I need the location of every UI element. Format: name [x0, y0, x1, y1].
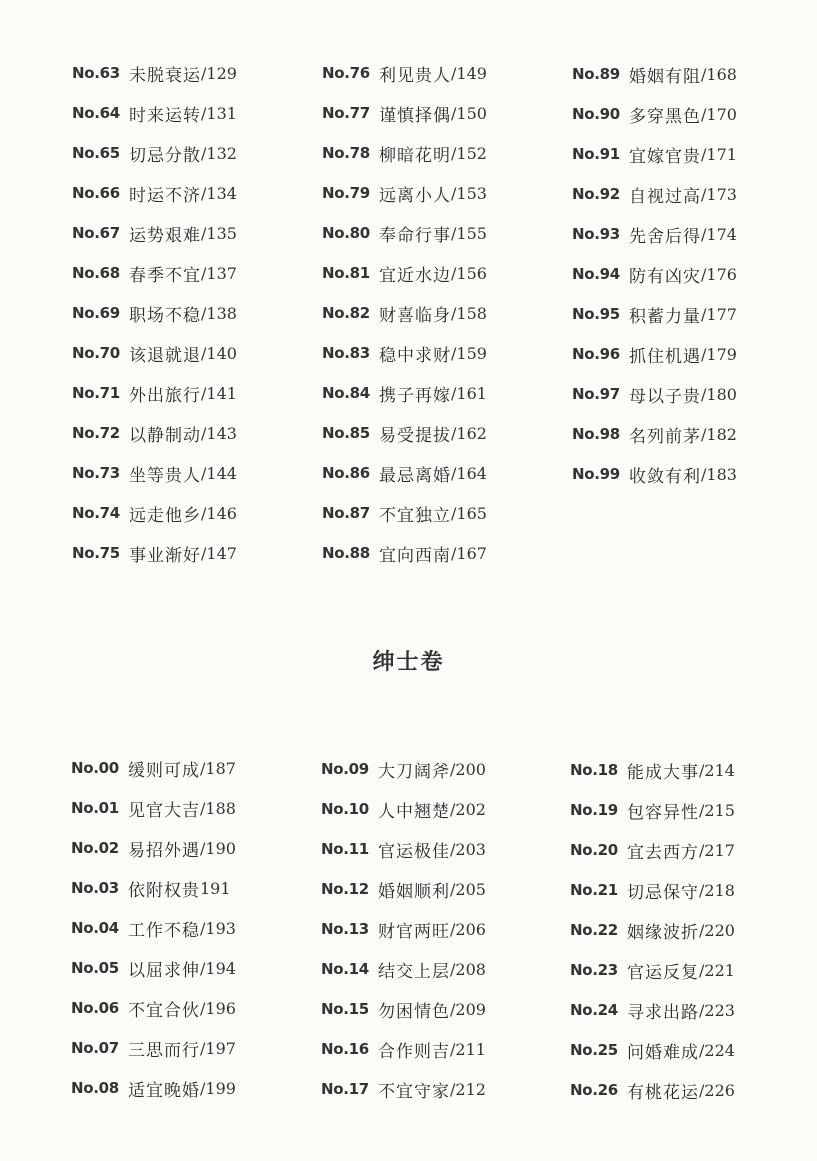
entry-number: No.84: [322, 384, 370, 402]
entry-page: /152: [451, 143, 487, 163]
entry-number: No.98: [572, 425, 620, 443]
entry-title: 柳暗花明: [379, 145, 451, 166]
toc-entry: [322, 453, 487, 493]
toc-column-1: [72, 53, 237, 573]
toc-entry: [321, 869, 486, 909]
entry-page: /161: [451, 383, 487, 403]
entry-number: No.21: [570, 881, 618, 899]
entry-page: /200: [450, 759, 486, 779]
entry-number: No.06: [71, 999, 119, 1017]
toc-entry: [322, 93, 487, 133]
entry-page: /155: [451, 223, 487, 243]
entry-title: 宜嫁官贵: [629, 146, 701, 167]
toc-entry: [570, 910, 735, 950]
entry-number: No.90: [572, 105, 620, 123]
entry-title: 宜近水边: [379, 265, 451, 286]
toc-entry: [72, 333, 237, 373]
entry-page: /137: [201, 263, 237, 283]
entry-title: 婚姻有阻: [629, 66, 701, 87]
entry-title: 合作则吉: [378, 1041, 450, 1062]
entry-number: No.16: [321, 1040, 369, 1058]
toc-column-5: [321, 749, 486, 1109]
entry-page: /194: [200, 958, 236, 978]
entry-title: 不宜合伙: [128, 1000, 200, 1021]
entry-number: No.65: [72, 144, 120, 162]
entry-page: /221: [699, 960, 735, 980]
toc-entry: [570, 830, 735, 870]
toc-entry: [72, 253, 237, 293]
entry-page: /138: [201, 303, 237, 323]
entry-number: No.94: [572, 265, 620, 283]
entry-page: /149: [451, 63, 487, 83]
entry-number: No.13: [321, 920, 369, 938]
toc-entry: [321, 909, 486, 949]
entry-title: 寻求出路: [627, 1002, 699, 1023]
entry-title: 结交上层: [378, 961, 450, 982]
entry-page: /224: [699, 1040, 735, 1060]
toc-entry: [570, 790, 735, 830]
toc-entry: [570, 1030, 735, 1070]
entry-title: 自视过高: [629, 186, 701, 207]
entry-title: 多穿黑色: [629, 106, 701, 127]
entry-page: /167: [451, 543, 487, 563]
toc-entry: [72, 293, 237, 333]
toc-entry: [321, 829, 486, 869]
entry-number: No.68: [72, 264, 120, 282]
entry-title: 财官两旺: [378, 921, 450, 942]
entry-page: /144: [201, 463, 237, 483]
entry-number: No.92: [572, 185, 620, 203]
toc-entry: [570, 870, 735, 910]
entry-page: /220: [699, 920, 735, 940]
entry-page: /170: [701, 104, 737, 124]
entry-number: No.74: [72, 504, 120, 522]
toc-column-2: [322, 53, 487, 573]
toc-entry: [572, 334, 737, 374]
entry-title: 职场不稳: [129, 305, 201, 326]
toc-column-6: [570, 750, 735, 1110]
entry-page: /174: [701, 224, 737, 244]
entry-number: No.26: [570, 1081, 618, 1099]
toc-entry: [71, 788, 236, 828]
toc-entry: [322, 373, 487, 413]
entry-number: No.72: [72, 424, 120, 442]
entry-title: 先舍后得: [629, 226, 701, 247]
entry-number: No.00: [71, 759, 119, 777]
entry-page: /164: [451, 463, 487, 483]
entry-title: 以静制动: [129, 425, 201, 446]
entry-number: No.80: [322, 224, 370, 242]
toc-entry: [572, 414, 737, 454]
entry-number: No.87: [322, 504, 370, 522]
toc-entry: [71, 988, 236, 1028]
toc-entry: [321, 989, 486, 1029]
entry-number: No.17: [321, 1080, 369, 1098]
entry-page: /179: [701, 344, 737, 364]
entry-number: No.73: [72, 464, 120, 482]
entry-page: /209: [450, 999, 486, 1019]
entry-number: No.97: [572, 385, 620, 403]
entry-page: /199: [200, 1078, 236, 1098]
toc-entry: [322, 413, 487, 453]
toc-entry: [322, 53, 487, 93]
entry-page: /203: [450, 839, 486, 859]
toc-entry: [71, 1028, 236, 1068]
entry-title: 抓住机遇: [629, 346, 701, 367]
entry-number: No.09: [321, 760, 369, 778]
entry-number: No.99: [572, 465, 620, 483]
entry-number: No.81: [322, 264, 370, 282]
toc-entry: [572, 294, 737, 334]
entry-number: No.79: [322, 184, 370, 202]
toc-entry: [72, 133, 237, 173]
entry-title: 宜向西南: [379, 545, 451, 566]
toc-entry: [71, 868, 236, 908]
entry-title: 易受提拔: [379, 425, 451, 446]
entry-page: /146: [201, 503, 237, 523]
toc-entry: [71, 748, 236, 788]
entry-number: No.91: [572, 145, 620, 163]
entry-title: 人中翘楚: [378, 801, 450, 822]
entry-title: 见官大吉: [128, 800, 200, 821]
entry-page: /147: [201, 543, 237, 563]
toc-column-4: [71, 748, 236, 1108]
toc-entry: [570, 990, 735, 1030]
entry-title: 婚姻顺利: [378, 881, 450, 902]
toc-entry: [72, 213, 237, 253]
entry-title: 姻缘波折: [627, 922, 699, 943]
entry-page: /143: [201, 423, 237, 443]
entry-page: /218: [699, 880, 735, 900]
entry-page: /158: [451, 303, 487, 323]
toc-entry: [321, 789, 486, 829]
toc-entry: [322, 213, 487, 253]
entry-title: 不宜守家: [378, 1081, 450, 1102]
toc-column-3: [572, 54, 737, 494]
entry-page: /165: [451, 503, 487, 523]
entry-page: /140: [201, 343, 237, 363]
toc-entry: [71, 1068, 236, 1108]
entry-page: /162: [451, 423, 487, 443]
entry-number: No.19: [570, 801, 618, 819]
entry-title: 勿困情色: [378, 1001, 450, 1022]
entry-page: /211: [450, 1039, 486, 1059]
entry-title: 缓则可成: [128, 760, 200, 781]
entry-title: 宜去西方: [627, 842, 699, 863]
entry-title: 名列前茅: [629, 426, 701, 447]
entry-page: /226: [699, 1080, 735, 1100]
entry-title: 依附权贵: [128, 880, 200, 901]
toc-entry: [72, 453, 237, 493]
toc-entry: [321, 749, 486, 789]
entry-page: /205: [450, 879, 486, 899]
entry-number: No.71: [72, 384, 120, 402]
entry-page: /214: [699, 760, 735, 780]
toc-entry: [322, 493, 487, 533]
entry-number: No.23: [570, 961, 618, 979]
entry-title: 坐等贵人: [129, 465, 201, 486]
entry-title: 事业渐好: [129, 545, 201, 566]
entry-title: 不宜独立: [379, 505, 451, 526]
toc-entry: [572, 374, 737, 414]
entry-page: /131: [201, 103, 237, 123]
entry-number: No.14: [321, 960, 369, 978]
entry-number: No.85: [322, 424, 370, 442]
entry-page: 191: [200, 878, 231, 898]
entry-number: No.11: [321, 840, 369, 858]
toc-entry: [322, 533, 487, 573]
toc-entry: [71, 948, 236, 988]
entry-title: 时运不济: [129, 185, 201, 206]
toc-entry: [72, 413, 237, 453]
toc-entry: [572, 214, 737, 254]
toc-entry: [572, 254, 737, 294]
entry-title: 时来运转: [129, 105, 201, 126]
entry-page: /177: [701, 304, 737, 324]
entry-page: /202: [450, 799, 486, 819]
entry-page: /212: [450, 1079, 486, 1099]
toc-entry: [72, 373, 237, 413]
section-heading: 绅士卷: [372, 650, 445, 675]
entry-title: 外出旅行: [129, 385, 201, 406]
entry-title: 适宜晚婚: [128, 1080, 200, 1101]
entry-number: No.66: [72, 184, 120, 202]
entry-number: No.15: [321, 1000, 369, 1018]
entry-page: /180: [701, 384, 737, 404]
toc-entry: [72, 493, 237, 533]
entry-number: No.63: [72, 64, 120, 82]
entry-number: No.93: [572, 225, 620, 243]
entry-page: /156: [451, 263, 487, 283]
toc-entry: [321, 1069, 486, 1109]
entry-title: 运势艰难: [129, 225, 201, 246]
entry-number: No.04: [71, 919, 119, 937]
entry-number: No.69: [72, 304, 120, 322]
entry-number: No.12: [321, 880, 369, 898]
entry-title: 携子再嫁: [379, 385, 451, 406]
entry-number: No.18: [570, 761, 618, 779]
entry-page: /223: [699, 1000, 735, 1020]
toc-entry: [572, 94, 737, 134]
entry-title: 最忌离婚: [379, 465, 451, 486]
entry-number: No.05: [71, 959, 119, 977]
entry-page: /171: [701, 144, 737, 164]
toc-entry: [322, 173, 487, 213]
entry-title: 工作不稳: [128, 920, 200, 941]
entry-page: /141: [201, 383, 237, 403]
entry-number: No.67: [72, 224, 120, 242]
entry-title: 能成大事: [627, 762, 699, 783]
entry-title: 有桃花运: [627, 1082, 699, 1103]
entry-number: No.24: [570, 1001, 618, 1019]
entry-title: 春季不宜: [129, 265, 201, 286]
toc-entry: [572, 134, 737, 174]
entry-number: No.88: [322, 544, 370, 562]
entry-title: 以屈求伸: [128, 960, 200, 981]
entry-title: 积蓄力量: [629, 306, 701, 327]
toc-entry: [322, 133, 487, 173]
entry-number: No.03: [71, 879, 119, 897]
entry-title: 远离小人: [379, 185, 451, 206]
entry-page: /208: [450, 959, 486, 979]
entry-number: No.96: [572, 345, 620, 363]
entry-number: No.95: [572, 305, 620, 323]
toc-entry: [71, 828, 236, 868]
entry-title: 防有凶灾: [629, 266, 701, 287]
entry-title: 谨慎择偶: [379, 105, 451, 126]
entry-title: 未脱衰运: [129, 65, 201, 86]
entry-number: No.75: [72, 544, 120, 562]
entry-page: /182: [701, 424, 737, 444]
entry-title: 官运极佳: [378, 841, 450, 862]
entry-title: 官运反复: [627, 962, 699, 983]
entry-number: No.20: [570, 841, 618, 859]
entry-page: /188: [200, 798, 236, 818]
toc-entry: [322, 253, 487, 293]
entry-title: 收敛有利: [629, 466, 701, 487]
entry-title: 远走他乡: [129, 505, 201, 526]
toc-entry: [71, 908, 236, 948]
entry-number: No.89: [572, 65, 620, 83]
entry-title: 该退就退: [129, 345, 201, 366]
entry-number: No.70: [72, 344, 120, 362]
entry-title: 奉命行事: [379, 225, 451, 246]
entry-page: /150: [451, 103, 487, 123]
entry-page: /197: [200, 1038, 236, 1058]
entry-number: No.07: [71, 1039, 119, 1057]
entry-number: No.02: [71, 839, 119, 857]
entry-title: 切忌分散: [129, 145, 201, 166]
toc-entry: [570, 950, 735, 990]
entry-page: /190: [200, 838, 236, 858]
entry-title: 利见贵人: [379, 65, 451, 86]
entry-page: /168: [701, 64, 737, 84]
toc-entry: [72, 173, 237, 213]
entry-page: /176: [701, 264, 737, 284]
entry-title: 包容异性: [627, 802, 699, 823]
entry-number: No.01: [71, 799, 119, 817]
toc-entry: [72, 93, 237, 133]
entry-title: 稳中求财: [379, 345, 451, 366]
entry-title: 大刀阔斧: [378, 761, 450, 782]
entry-number: No.25: [570, 1041, 618, 1059]
entry-title: 三思而行: [128, 1040, 200, 1061]
toc-entry: [322, 293, 487, 333]
entry-page: /217: [699, 840, 735, 860]
entry-page: /173: [701, 184, 737, 204]
entry-title: 易招外遇: [128, 840, 200, 861]
entry-page: /187: [200, 758, 236, 778]
entry-page: /132: [201, 143, 237, 163]
toc-entry: [570, 1070, 735, 1110]
entry-page: /206: [450, 919, 486, 939]
entry-page: /159: [451, 343, 487, 363]
entry-number: No.22: [570, 921, 618, 939]
entry-number: No.76: [322, 64, 370, 82]
toc-entry: [572, 454, 737, 494]
entry-number: No.10: [321, 800, 369, 818]
toc-entry: [321, 949, 486, 989]
toc-entry: [572, 54, 737, 94]
entry-number: No.08: [71, 1079, 119, 1097]
entry-page: /183: [701, 464, 737, 484]
entry-page: /215: [699, 800, 735, 820]
toc-entry: [321, 1029, 486, 1069]
entry-number: No.86: [322, 464, 370, 482]
entry-number: No.64: [72, 104, 120, 122]
entry-page: /153: [451, 183, 487, 203]
toc-entry: [322, 333, 487, 373]
toc-entry: [570, 750, 735, 790]
toc-entry: [72, 53, 237, 93]
entry-title: 问婚难成: [627, 1042, 699, 1063]
entry-number: No.83: [322, 344, 370, 362]
entry-title: 母以子贵: [629, 386, 701, 407]
entry-title: 财喜临身: [379, 305, 451, 326]
entry-number: No.78: [322, 144, 370, 162]
toc-entry: [572, 174, 737, 214]
entry-title: 切忌保守: [627, 882, 699, 903]
entry-page: /135: [201, 223, 237, 243]
toc-entry: [72, 533, 237, 573]
entry-page: /134: [201, 183, 237, 203]
entry-page: /129: [201, 63, 237, 83]
entry-number: No.82: [322, 304, 370, 322]
entry-page: /193: [200, 918, 236, 938]
entry-number: No.77: [322, 104, 370, 122]
entry-page: /196: [200, 998, 236, 1018]
